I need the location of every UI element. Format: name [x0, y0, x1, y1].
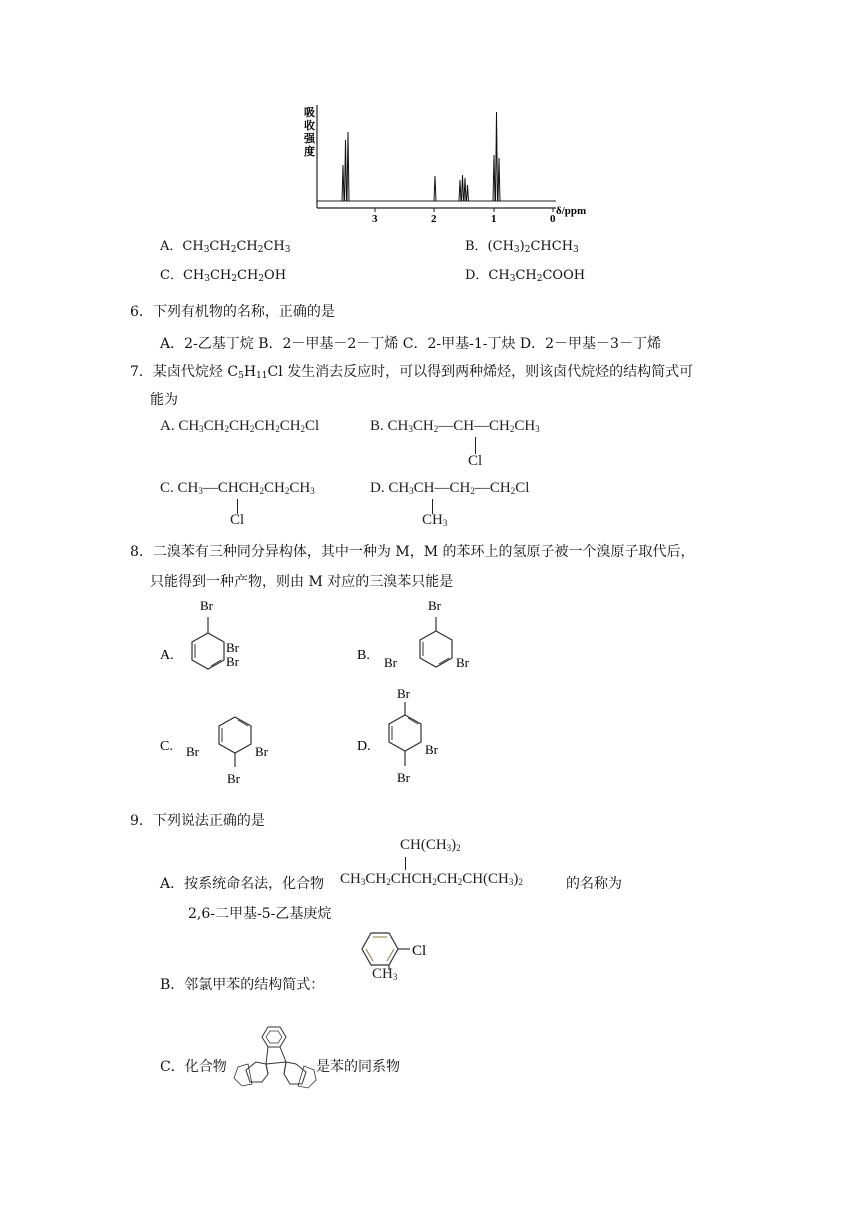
nmr-tick-0: 0	[550, 213, 556, 225]
q7-b-bond	[475, 437, 476, 454]
nmr-tick-1: 1	[491, 213, 497, 225]
nmr-ylabel-3: 强	[304, 133, 315, 145]
q8-stem-line2: 只能得到一种产物，则由 M 对应的三溴苯只能是	[150, 574, 454, 590]
nmr-peak-1.6	[459, 175, 469, 201]
q8-b-br1: Br	[428, 598, 441, 613]
q9-c-pre[interactable]: C．化合物	[160, 1059, 227, 1075]
q9-b-cl: Cl	[412, 943, 427, 959]
nmr-ylabel-4: 度	[304, 146, 315, 158]
q9-a-bond	[405, 857, 406, 870]
q7-option-c[interactable]: C. $CH_3—CHCH_2CH_2CH_3$	[160, 480, 315, 496]
q7-b-cl: Cl	[468, 453, 483, 469]
nmr-tick-3: 3	[372, 213, 378, 225]
q8-stem-line1: 8．二溴苯有三种同分异构体，其中一种为 M，M 的苯环上的氢原子被一个溴原子取代后，	[130, 544, 695, 560]
nmr-peak-2.0	[434, 176, 436, 201]
q8-d-br1: Br	[397, 686, 410, 701]
q6-options[interactable]: A．2-乙基丁烷 B．2－甲基－2－丁烯 C．2-甲基-1-丁炔 D．2－甲基－3－丁烯	[160, 336, 661, 352]
q9-c-triptycene	[228, 1022, 318, 1097]
q9-a-branch: $CH(CH_3)_2$	[400, 837, 461, 853]
q9-c-post: 是苯的同系物	[316, 1059, 400, 1075]
q8-d-label: D.	[357, 739, 371, 754]
benzene-ring	[192, 633, 224, 669]
q5-option-d[interactable]: D．$CH_3CH_2COOH$	[465, 268, 586, 284]
benzene-ring	[219, 717, 251, 753]
benzene-ring	[389, 715, 421, 751]
q7-stem-line2: 能为	[150, 392, 178, 408]
q9-a-formula: $CH_3CH_2CHCH_2CH_2CH(CH_3)_2$	[340, 871, 523, 887]
q8-c-br2: Br	[255, 744, 268, 759]
q8-option-c[interactable]	[155, 705, 305, 800]
q8-d-br2: Br	[425, 742, 438, 757]
q9-stem: 9．下列说法正确的是	[130, 813, 265, 829]
q8-b-label: B.	[357, 648, 370, 663]
q8-b-br3: Br	[456, 655, 469, 670]
q8-a-br1: Br	[200, 598, 213, 613]
q7-d-ch3: $CH_3$	[422, 512, 448, 528]
q8-d-br3: Br	[397, 770, 410, 785]
q5-option-b[interactable]: B．$(CH_3)_2CHCH_3$	[465, 239, 579, 255]
nmr-xunit: δ/ppm	[556, 205, 587, 217]
q8-a-label: A.	[160, 648, 174, 663]
q7-stem-line1: 7．某卤代烷烃 $C_5H_{11}Cl$ 发生消去反应时，可以得到两种烯烃，则该卤代烷烃的结构简式可	[130, 364, 694, 381]
q8-option-b[interactable]	[352, 595, 492, 685]
q8-c-br1: Br	[186, 744, 199, 759]
nmr-tick-2: 2	[431, 213, 437, 225]
q9-a-text: A．按系统命名法，化合物	[160, 876, 325, 892]
q9-b-ch3: $CH_3$	[372, 966, 398, 982]
nmr-ylabel-1: 吸	[304, 107, 315, 119]
q8-a-br3: Br	[226, 654, 239, 669]
q8-c-br3: Br	[227, 771, 240, 786]
q8-option-a[interactable]	[155, 595, 265, 685]
q5-option-c[interactable]: C．$CH_3CH_2CH_2OH$	[160, 268, 287, 284]
q8-c-label: C.	[160, 739, 173, 754]
q8-option-d[interactable]	[352, 682, 492, 802]
nmr-peak-0.9	[493, 112, 500, 201]
nmr-peak-3.5	[342, 132, 349, 201]
q8-a-br2: Br	[226, 640, 239, 655]
q9-a-post: 的名称为	[566, 876, 622, 892]
q7-option-a[interactable]: A. $CH_3CH_2CH_2CH_2CH_2Cl$	[160, 418, 320, 434]
q7-c-cl: Cl	[230, 512, 245, 528]
q5-option-a[interactable]: A．$CH_3CH_2CH_2CH_3$	[160, 239, 291, 255]
q7-option-b[interactable]: B. $CH_3CH_2—CH—CH_2CH_3$	[370, 418, 540, 434]
q9-a-name: 2,6-二甲基-5-乙基庚烷	[188, 906, 332, 922]
nmr-ylabel-2: 收	[304, 120, 315, 132]
q7-option-d[interactable]: D. $CH_3CH—CH_2—CH_2Cl$	[370, 480, 530, 496]
benzene-ring	[362, 933, 398, 965]
nmr-spectrum	[300, 100, 590, 225]
q6-stem: 6．下列有机物的名称，正确的是	[130, 304, 335, 320]
benzene-ring	[420, 631, 452, 667]
q8-b-br2: Br	[384, 655, 397, 670]
q9-b-text[interactable]: B．邻氯甲苯的结构简式：	[160, 977, 325, 993]
